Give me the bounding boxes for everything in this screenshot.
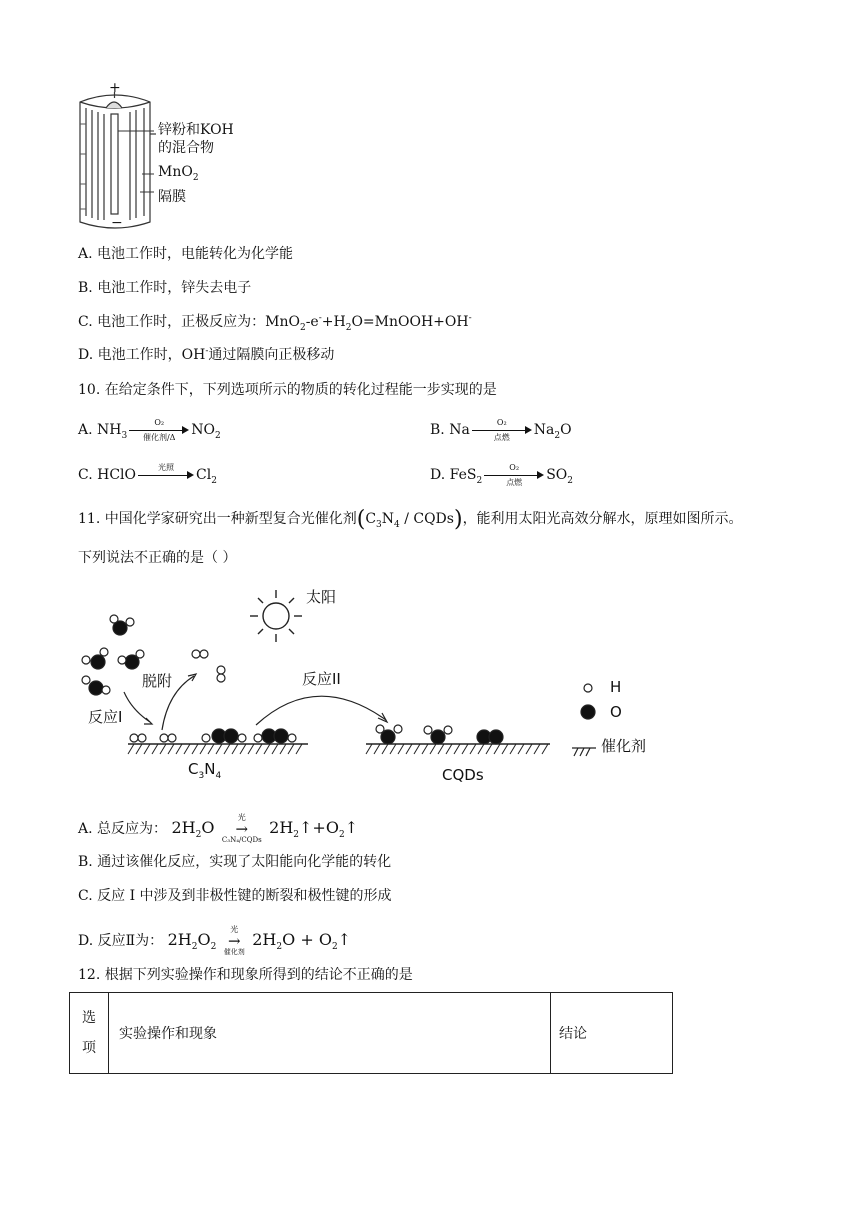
q10-option-c: C. HClO 光照 $Cl_2$: [78, 463, 217, 486]
reaction-arrow: O₂ 点燃: [472, 420, 532, 440]
header-option: 选 项: [70, 993, 109, 1074]
reaction-arrow: O₂ 催化剂/Δ: [129, 420, 189, 440]
battery-label-zinc: 锌粉和KOH 的混合物: [158, 122, 234, 156]
reaction-arrow: 光照: [138, 465, 194, 485]
diagram-label-reaction2: 反应II: [302, 670, 341, 688]
q9-option-c: C. 电池工作时，正极反应为：$MnO_2-e^-+H_2O=MnOOH+OH^-$: [78, 313, 472, 333]
diagram-label-desorb: 脱附: [142, 672, 173, 690]
legend-label-catalyst: 催化剂: [601, 737, 647, 755]
q10-option-b: B. Na O₂ 点燃 $Na_2O$: [430, 418, 572, 442]
diagram-label-c3n4: $C_3N_4$: [188, 760, 222, 781]
legend-label-h: H: [610, 678, 622, 696]
sun-icon: [250, 590, 302, 642]
q11-stem: 11. 中国化学家研究出一种新型复合光催化剂($C_3N_4$ / CQDs)，能利用太阳光高效分解水，原理如图所示。: [78, 507, 743, 532]
battery-minus-sign: −: [111, 215, 123, 231]
q11-stem-question: 下列说法不正确的是（ ）: [78, 550, 237, 566]
q10-option-d: D. FeS$_2$ O₂ 点燃 $SO_2$: [430, 463, 573, 487]
table-header-row: [70, 993, 673, 1074]
battery-plus-sign: +: [109, 80, 121, 96]
q11-option-b: B. 通过该催化反应，实现了太阳能向化学能的转化: [78, 854, 392, 870]
diagram-label-reaction1: 反应I: [88, 708, 123, 726]
q10-stem: 10. 在给定条件下，下列选项所示的物质的转化过程能一步实现的是: [78, 382, 497, 398]
q9-option-d: D. 电池工作时，OH-通过隔膜向正极移动: [78, 346, 335, 363]
legend-label-o: O: [610, 703, 622, 721]
q11-option-a: A. 总反应为： $2H_2O$ 光 → C₃N₄/CQDs $2H_2↑+O_2↑$: [78, 813, 359, 844]
header-conclusion: 结论: [551, 993, 673, 1074]
reaction-arrow: O₂ 点燃: [484, 465, 544, 485]
q11-option-c: C. 反应 I 中涉及到非极性键的断裂和极性键的形成: [78, 888, 392, 904]
q9-option-a: A. 电池工作时，电能转化为化学能: [78, 246, 294, 262]
q9-option-b: B. 电池工作时，锌失去电子: [78, 280, 252, 296]
battery-label-separator: 隔膜: [158, 189, 186, 205]
q12-stem: 12. 根据下列实验操作和现象所得到的结论不正确的是: [78, 967, 413, 983]
header-operation: 实验操作和现象: [109, 993, 551, 1074]
diagram-label-sun: 太阳: [306, 588, 337, 606]
diagram-label-cqds: CQDs: [442, 766, 484, 784]
q11-option-d: D. 反应Ⅱ为： $2H_2O_2$ 光 → 催化剂 $2H_2O$ + $O_2↑$: [78, 925, 352, 956]
battery-figure: [70, 84, 260, 234]
q10-option-a: A. $NH_3$ O₂ 催化剂/Δ $NO_2$: [78, 418, 221, 442]
battery-label-mno2: MnO$_2$: [158, 164, 199, 183]
experiment-table: [69, 992, 673, 1074]
